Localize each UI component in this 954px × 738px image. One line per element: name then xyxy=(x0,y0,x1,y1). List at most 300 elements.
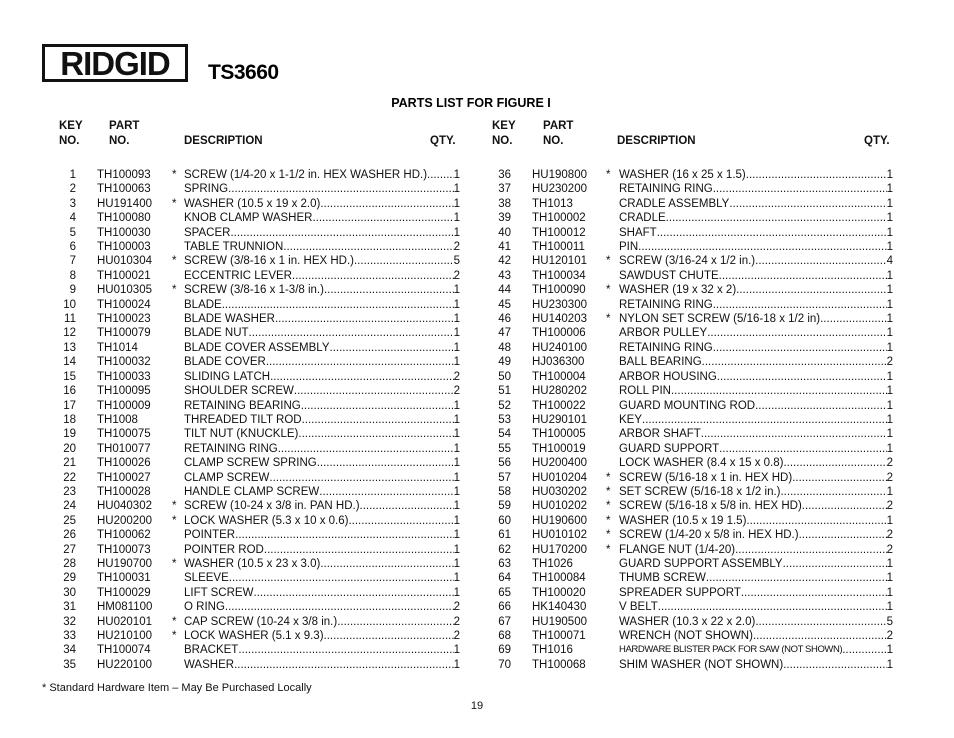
part-description: THREADED TILT ROD xyxy=(184,413,302,426)
key-number: 8 xyxy=(69,269,76,282)
part-number: HU240100 xyxy=(532,341,587,354)
table-row xyxy=(477,211,897,225)
key-number: 48 xyxy=(498,341,511,354)
leader-dots xyxy=(746,168,887,182)
description-cell xyxy=(184,600,460,614)
part-number: HU030202 xyxy=(532,485,587,498)
part-description: GUARD SUPPORT xyxy=(619,442,720,455)
table-row xyxy=(42,197,462,211)
description-cell xyxy=(184,615,460,629)
table-row xyxy=(477,586,897,600)
standard-hardware-mark: * xyxy=(172,169,177,181)
table-row xyxy=(477,543,897,557)
part-description: FLANGE NUT (1/4-20) xyxy=(619,543,736,556)
quantity: 1 xyxy=(886,399,893,412)
quantity: 1 xyxy=(886,385,893,398)
leader-dots xyxy=(713,341,887,355)
key-number: 29 xyxy=(63,572,76,585)
leader-dots xyxy=(799,528,887,542)
leader-dots xyxy=(230,226,453,240)
leader-dots xyxy=(235,528,453,542)
key-number: 15 xyxy=(63,370,76,383)
table-row xyxy=(42,168,462,182)
part-number: TH100075 xyxy=(97,428,151,441)
quantity: 1 xyxy=(453,658,460,671)
description-cell xyxy=(619,341,893,355)
table-row xyxy=(42,629,462,643)
key-number: 31 xyxy=(63,601,76,614)
quantity: 2 xyxy=(453,601,460,614)
key-number: 9 xyxy=(69,284,76,297)
description-cell xyxy=(184,586,460,600)
description-cell xyxy=(619,240,893,254)
key-number: 62 xyxy=(498,543,511,556)
part-number: HK140430 xyxy=(532,601,587,614)
table-row xyxy=(42,312,462,326)
table-row xyxy=(477,427,897,441)
table-row xyxy=(477,600,897,614)
key-number: 21 xyxy=(63,457,76,470)
part-number: HU040302 xyxy=(97,500,152,513)
part-description: GUARD MOUNTING ROD xyxy=(619,399,756,412)
key-number: 23 xyxy=(63,485,76,498)
key-number: 39 xyxy=(498,212,511,225)
quantity: 1 xyxy=(886,658,893,671)
part-description: BLADE COVER ASSEMBLY xyxy=(184,341,330,354)
table-header xyxy=(477,118,897,168)
part-number: TH100073 xyxy=(97,543,151,556)
part-description: BLADE COVER xyxy=(184,356,266,369)
part-number: TH100032 xyxy=(97,356,151,369)
key-number: 22 xyxy=(63,471,76,484)
quantity: 1 xyxy=(453,327,460,340)
leader-dots xyxy=(301,399,454,413)
quantity: 1 xyxy=(886,442,893,455)
part-description: LOCK WASHER (5.1 x 9.3) xyxy=(184,630,324,642)
table-row xyxy=(477,197,897,211)
part-number: TH1016 xyxy=(532,644,573,657)
quantity: 2 xyxy=(886,471,893,484)
quantity: 1 xyxy=(453,442,460,455)
quantity: 1 xyxy=(453,226,460,239)
quantity: 1 xyxy=(886,370,893,383)
leader-dots xyxy=(249,326,454,340)
part-description: WASHER (10.5 x 19 x 2.0) xyxy=(184,197,321,210)
part-description: TILT NUT (KNUCKLE) xyxy=(184,428,299,441)
part-description: ARBOR SHAFT xyxy=(619,428,701,441)
part-number: HU200400 xyxy=(532,457,587,470)
key-number: 5 xyxy=(69,226,76,239)
table-row xyxy=(42,298,462,312)
key-number: 53 xyxy=(498,413,511,426)
leader-dots xyxy=(702,355,887,369)
table-row xyxy=(477,384,897,398)
key-number: 14 xyxy=(63,356,76,369)
part-description: BALL BEARING xyxy=(619,356,702,369)
header-key-top: KEY xyxy=(492,120,516,132)
key-number: 35 xyxy=(63,658,76,671)
key-number: 3 xyxy=(69,197,76,210)
part-number: HU190600 xyxy=(532,514,587,527)
quantity: 1 xyxy=(886,298,893,311)
description-cell xyxy=(184,384,460,398)
key-number: 55 xyxy=(498,442,511,455)
quantity: 1 xyxy=(453,586,460,599)
table-row xyxy=(477,298,897,312)
leader-dots xyxy=(666,211,887,225)
part-number: HU190700 xyxy=(97,557,152,570)
header-key-bottom: NO. xyxy=(59,135,80,147)
header-part-top: PART xyxy=(109,120,140,132)
part-number: HU170200 xyxy=(532,543,587,556)
part-description: LOCK WASHER (5.3 x 10 x 0.6) xyxy=(184,514,349,527)
leader-dots xyxy=(317,456,454,470)
key-number: 68 xyxy=(498,630,511,642)
description-cell xyxy=(184,226,460,240)
quantity: 1 xyxy=(453,428,460,441)
part-number: TH100071 xyxy=(532,630,586,642)
quantity: 1 xyxy=(453,356,460,369)
leader-dots xyxy=(229,571,454,585)
part-description: LIFT SCREW xyxy=(184,586,254,599)
part-description: POINTER xyxy=(184,529,236,542)
table-row xyxy=(477,471,897,485)
part-number: TH100029 xyxy=(97,586,151,599)
key-number: 11 xyxy=(64,313,76,326)
key-number: 42 xyxy=(498,255,511,268)
table-row xyxy=(42,586,462,600)
table-row xyxy=(42,528,462,542)
key-number: 38 xyxy=(498,197,511,210)
quantity: 4 xyxy=(886,255,893,268)
table-row xyxy=(477,399,897,413)
quantity: 5 xyxy=(886,615,893,628)
part-description: SCREW (3/8-16 x 1-3/8 in.) xyxy=(184,284,324,297)
quantity: 2 xyxy=(886,630,893,642)
part-description: KEY xyxy=(619,413,643,426)
description-cell xyxy=(184,571,460,585)
header-part-top: PART xyxy=(543,120,574,132)
table-row xyxy=(42,658,462,672)
part-number: HU191400 xyxy=(97,197,152,210)
leader-dots xyxy=(283,240,453,254)
description-cell xyxy=(619,413,893,427)
description-cell xyxy=(184,168,460,182)
part-number: HU020101 xyxy=(97,615,152,628)
leader-dots xyxy=(736,283,886,297)
description-cell xyxy=(619,211,893,225)
leader-dots xyxy=(222,298,454,312)
description-cell xyxy=(619,197,893,211)
description-cell xyxy=(184,211,460,225)
description-cell xyxy=(184,413,460,427)
table-row xyxy=(42,399,462,413)
description-cell xyxy=(619,283,893,297)
description-cell xyxy=(619,370,893,384)
table-row xyxy=(477,643,897,657)
standard-hardware-mark: * xyxy=(606,485,611,498)
standard-hardware-mark: * xyxy=(172,514,177,527)
description-cell xyxy=(619,600,893,614)
key-number: 65 xyxy=(498,586,511,599)
description-cell xyxy=(184,485,460,499)
leader-dots xyxy=(360,499,454,513)
standard-hardware-mark: * xyxy=(172,284,177,297)
leader-dots xyxy=(701,427,887,441)
part-number: HU190500 xyxy=(532,615,587,628)
leader-dots xyxy=(713,298,887,312)
part-number: HU120101 xyxy=(532,255,587,268)
header-description: DESCRIPTION xyxy=(617,135,696,147)
figure-title: PARTS LIST FOR FIGURE I xyxy=(391,96,551,110)
parts-table-right xyxy=(477,118,897,672)
quantity: 1 xyxy=(453,644,460,657)
table-row xyxy=(42,355,462,369)
description-cell xyxy=(184,528,460,542)
table-row xyxy=(477,312,897,326)
part-number: TH100022 xyxy=(532,399,586,412)
part-number: TH100093 xyxy=(97,169,151,181)
table-row xyxy=(477,514,897,528)
leader-dots xyxy=(755,615,886,629)
key-number: 20 xyxy=(63,442,76,455)
table-row xyxy=(477,629,897,643)
standard-hardware-mark: * xyxy=(172,197,177,210)
quantity: 1 xyxy=(886,514,893,527)
quantity: 1 xyxy=(886,183,893,196)
part-description: CRADLE ASSEMBLY xyxy=(619,197,730,210)
part-description: THUMB SCREW xyxy=(619,572,706,585)
table-row xyxy=(477,326,897,340)
table-row xyxy=(477,456,897,470)
part-description: GUARD SUPPORT ASSEMBLY xyxy=(619,557,783,570)
quantity: 1 xyxy=(453,543,460,556)
leader-dots xyxy=(820,312,886,326)
table-row xyxy=(477,168,897,182)
part-number: TH100019 xyxy=(532,442,586,455)
leader-dots xyxy=(755,254,886,268)
part-number: TH100074 xyxy=(97,644,151,657)
part-description: SCREW (5/16-18 x 1 in. HEX HD) xyxy=(619,471,793,484)
table-row xyxy=(42,600,462,614)
part-description: V BELT xyxy=(619,601,658,614)
standard-hardware-mark: * xyxy=(172,500,177,513)
description-cell xyxy=(619,528,893,542)
part-description: SCREW (1/4-20 x 1-1/2 in. HEX WASHER HD.) xyxy=(184,169,428,181)
description-cell xyxy=(619,399,893,413)
description-cell xyxy=(619,514,893,528)
part-number: HU010204 xyxy=(532,471,587,484)
description-cell xyxy=(619,571,893,585)
part-description: BLADE NUT xyxy=(184,327,249,340)
leader-dots xyxy=(780,485,886,499)
part-description: RETAINING RING xyxy=(619,183,713,196)
leader-dots xyxy=(270,370,454,384)
standard-hardware-mark: * xyxy=(606,169,611,181)
table-row xyxy=(42,471,462,485)
description-cell xyxy=(184,543,460,557)
quantity: 2 xyxy=(886,457,893,470)
table-row xyxy=(477,341,897,355)
table-row xyxy=(477,283,897,297)
description-cell xyxy=(619,254,893,268)
quantity: 5 xyxy=(453,255,460,268)
part-number: TH100030 xyxy=(97,226,151,239)
part-description: SLEEVE xyxy=(184,572,229,585)
description-cell xyxy=(619,658,893,672)
table-row xyxy=(42,485,462,499)
table-header xyxy=(42,118,462,168)
table-row xyxy=(477,571,897,585)
key-number: 32 xyxy=(63,615,76,628)
part-description: BLADE WASHER xyxy=(184,313,275,326)
quantity: 1 xyxy=(453,183,460,196)
description-cell xyxy=(184,283,460,297)
key-number: 12 xyxy=(63,327,76,340)
footnote: * Standard Hardware Item – May Be Purchased Locally xyxy=(42,682,312,694)
description-cell xyxy=(619,168,893,182)
part-description: SLIDING LATCH xyxy=(184,370,271,383)
part-description: SPACER xyxy=(184,226,231,239)
leader-dots xyxy=(713,182,887,196)
part-number: HU290101 xyxy=(532,413,587,426)
quantity: 1 xyxy=(886,169,893,181)
header-qty: QTY. xyxy=(430,135,456,147)
table-row xyxy=(42,427,462,441)
description-cell xyxy=(184,629,460,643)
quantity: 1 xyxy=(453,572,460,585)
description-cell xyxy=(184,298,460,312)
leader-dots xyxy=(755,399,887,413)
description-cell xyxy=(619,269,893,283)
table-row xyxy=(42,211,462,225)
quantity: 1 xyxy=(886,341,893,354)
leader-dots xyxy=(330,341,454,355)
key-number: 59 xyxy=(498,500,511,513)
description-cell xyxy=(619,499,893,513)
part-description: WRENCH (NOT SHOWN) xyxy=(619,630,753,642)
key-number: 44 xyxy=(498,284,511,297)
key-number: 43 xyxy=(498,269,511,282)
header-description: DESCRIPTION xyxy=(184,135,263,147)
quantity: 1 xyxy=(886,586,893,599)
table-row xyxy=(42,226,462,240)
part-description: NYLON SET SCREW (5/16-18 x 1/2 in) xyxy=(619,313,821,326)
leader-dots xyxy=(354,254,454,268)
table-row xyxy=(42,254,462,268)
table-row xyxy=(42,456,462,470)
part-number: HU010304 xyxy=(97,255,152,268)
quantity: 2 xyxy=(453,241,460,254)
part-number: TH100006 xyxy=(532,327,586,340)
key-number: 40 xyxy=(498,226,511,239)
part-description: HARDWARE BLISTER PACK FOR SAW (NOT SHOWN) xyxy=(619,644,843,656)
quantity: 2 xyxy=(453,630,460,642)
key-number: 2 xyxy=(69,183,76,196)
key-number: 70 xyxy=(498,658,511,671)
table-row xyxy=(42,384,462,398)
quantity: 2 xyxy=(453,370,460,383)
part-number: HU220100 xyxy=(97,658,152,671)
table-row xyxy=(42,240,462,254)
leader-dots xyxy=(783,557,887,571)
part-number: HU200200 xyxy=(97,514,152,527)
table-row xyxy=(477,240,897,254)
key-number: 51 xyxy=(498,385,511,398)
standard-hardware-mark: * xyxy=(606,284,611,297)
part-description: RETAINING RING xyxy=(184,442,278,455)
key-number: 7 xyxy=(69,255,76,268)
table-row xyxy=(477,413,897,427)
key-number: 63 xyxy=(498,557,511,570)
table-row xyxy=(477,370,897,384)
quantity: 1 xyxy=(886,241,893,254)
leader-dots xyxy=(228,182,454,196)
table-row xyxy=(477,528,897,542)
leader-dots xyxy=(707,326,886,340)
part-number: HU010202 xyxy=(532,500,587,513)
key-number: 27 xyxy=(63,543,76,556)
part-number: TH100028 xyxy=(97,485,151,498)
quantity: 1 xyxy=(886,557,893,570)
table-row xyxy=(42,442,462,456)
quantity: 1 xyxy=(453,298,460,311)
quantity: 1 xyxy=(886,601,893,614)
leader-dots xyxy=(253,586,453,600)
table-row xyxy=(477,485,897,499)
description-cell xyxy=(184,499,460,513)
quantity: 1 xyxy=(453,485,460,498)
part-description: SET SCREW (5/16-18 x 1/2 in.) xyxy=(619,485,781,498)
part-description: CRADLE xyxy=(619,212,666,225)
description-cell xyxy=(184,399,460,413)
quantity: 1 xyxy=(886,212,893,225)
standard-hardware-mark: * xyxy=(172,630,177,642)
ridgid-logo xyxy=(42,44,188,82)
part-description: SCREW (1/4-20 x 5/8 in. HEX HD.) xyxy=(619,529,799,542)
leader-dots xyxy=(319,485,453,499)
part-description: SAWDUST CHUTE xyxy=(619,269,719,282)
quantity: 1 xyxy=(886,313,893,326)
leader-dots xyxy=(238,643,453,657)
key-number: 13 xyxy=(63,341,76,354)
leader-dots xyxy=(642,413,887,427)
key-number: 58 xyxy=(498,485,511,498)
quantity: 2 xyxy=(886,356,893,369)
part-description: WASHER (16 x 25 x 1.5) xyxy=(619,169,746,181)
leader-dots xyxy=(717,370,887,384)
part-description: BRACKET xyxy=(184,644,239,657)
standard-hardware-mark: * xyxy=(606,255,611,268)
description-cell xyxy=(184,254,460,268)
header-part-bottom: NO. xyxy=(543,135,564,147)
part-number: TH100024 xyxy=(97,298,151,311)
standard-hardware-mark: * xyxy=(172,557,177,570)
leader-dots xyxy=(302,413,454,427)
description-cell xyxy=(184,182,460,196)
table-row xyxy=(477,615,897,629)
part-number: TH100080 xyxy=(97,212,151,225)
key-number: 64 xyxy=(498,572,511,585)
key-number: 19 xyxy=(63,428,76,441)
leader-dots xyxy=(638,240,886,254)
quantity: 2 xyxy=(453,615,460,628)
leader-dots xyxy=(312,211,453,225)
table-row xyxy=(42,413,462,427)
part-description: O RING xyxy=(184,601,225,614)
model-title: TS3660 xyxy=(208,61,279,84)
parts-table-left xyxy=(42,118,462,672)
